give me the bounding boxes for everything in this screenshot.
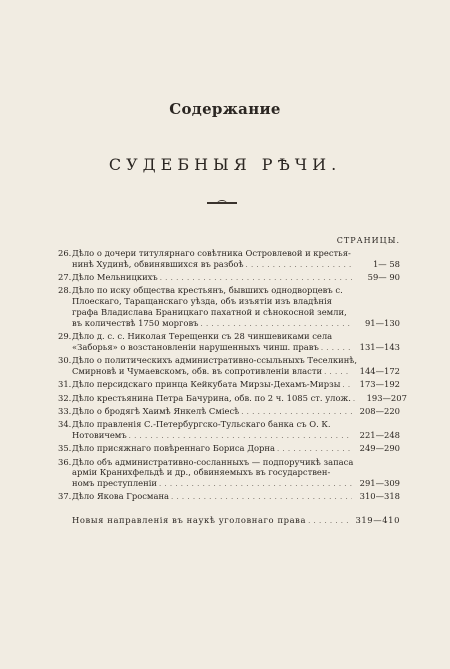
- toc-entry-pages: 249—290: [359, 443, 400, 454]
- toc-entry: [58, 406, 400, 418]
- toc-entry-text: въ количествѣ 1750 морговъ: [72, 317, 199, 328]
- toc-entry-number: 34.: [58, 419, 72, 430]
- toc-entry-number: 36.: [58, 456, 72, 467]
- toc-entry-text: Дѣло Мельницкихъ: [72, 272, 158, 283]
- toc-entry-pages: 291—309: [359, 478, 400, 489]
- toc-entry-pages: 208—220: [359, 405, 400, 416]
- toc-entry-line: [58, 272, 400, 284]
- toc-entry-number: 32.: [58, 392, 72, 403]
- toc-entry-line: [58, 342, 400, 354]
- toc-entry-text: Дѣло о дочери титулярнаго совѣтника Островлевой и крестья-: [72, 248, 351, 258]
- toc-entry-text: Дѣло присяжнаго повѣреннаго Бориса Дорна: [72, 443, 275, 454]
- toc-entry: [58, 491, 400, 503]
- dot-leader: [308, 515, 352, 527]
- toc-final-title: Новыя направленія въ наукѣ уголовнаго права: [72, 515, 307, 526]
- toc-entry-line: [58, 406, 400, 418]
- toc-entry-pages: 221—248: [359, 429, 400, 440]
- toc-entry-number: 29.: [58, 331, 72, 342]
- toc-entry-line: [58, 457, 400, 468]
- toc-entry-pages: 144—172: [359, 365, 400, 376]
- toc-entry-line: [58, 379, 400, 391]
- toc-entry-text: Смирновѣ и Чумаевскомъ, обв. въ сопротивленіи власти: [72, 365, 323, 376]
- toc-entry: [58, 331, 400, 354]
- ornamental-divider: [207, 202, 237, 204]
- dot-leader: [246, 259, 353, 271]
- toc-entry-text: нинѣ Худинѣ, обвинявшихся въ разбоѣ: [72, 258, 244, 269]
- toc-entry-line: [58, 331, 400, 342]
- toc-entry: [58, 392, 407, 405]
- toc-entry-text: Дѣло о бродягѣ Хаимѣ Янкелѣ Сміесѣ: [72, 405, 240, 416]
- toc-entry-pages: 59— 90: [367, 272, 400, 283]
- toc-entry-pages: 173—192: [359, 379, 400, 390]
- toc-entry-text: Нотовичемъ: [72, 429, 127, 440]
- page-title: Содержание: [169, 100, 281, 118]
- toc-entry-text: Дѣло персидскаго принца Кейкубата Мирзы-Дехамъ-Мирзы: [72, 379, 341, 390]
- dot-leader: [160, 272, 352, 284]
- dot-leader: [129, 430, 352, 442]
- dot-leader: [321, 342, 352, 354]
- toc-entry-pages: 1— 58: [372, 258, 400, 269]
- toc-entry-text: графа Владислава Браницкаго пахатной и сѣнокосной земли,: [72, 306, 347, 317]
- toc-entry-number: 35.: [58, 443, 72, 454]
- dot-leader: [277, 443, 352, 455]
- toc-entry-line: [58, 366, 400, 378]
- toc-entry-number: 30.: [58, 355, 72, 366]
- toc-entry: [58, 443, 400, 455]
- toc-entry-pages: 193—207: [366, 392, 407, 403]
- toc-entry: [58, 419, 400, 442]
- dot-leader: [324, 366, 352, 378]
- toc-entry-text: арміи Кранихфельдѣ и др., обвиняемыхъ въ государствен-: [72, 467, 331, 478]
- toc-entry-line: [58, 355, 400, 366]
- dot-leader: [159, 478, 352, 490]
- toc-entry-text: Дѣло объ административно-сосланныхъ — подпоручикѣ запаса: [72, 456, 354, 467]
- section-subtitle: СУДЕБНЫЯ РѢЧИ.: [108, 155, 342, 174]
- toc-entry-line: [58, 259, 400, 271]
- toc-entry-line: [58, 478, 400, 490]
- toc-entry: [58, 379, 400, 391]
- dot-leader: [353, 393, 359, 405]
- dot-leader: [342, 379, 352, 391]
- toc-entries: [58, 248, 407, 503]
- toc-entry-pages: 131—143: [359, 341, 400, 352]
- toc-entry-line: [58, 430, 400, 442]
- toc-entry-line: [58, 392, 407, 405]
- toc-entry-pages: 310—318: [359, 491, 400, 502]
- toc-entry-line: [58, 248, 400, 259]
- toc-entry-number: 28.: [58, 285, 72, 296]
- pages-column-header: СТРАНИЦЫ.: [336, 236, 400, 245]
- toc-entry-pages: 91—130: [364, 317, 400, 328]
- toc-entry-line: [58, 443, 400, 455]
- toc-final-pages: 319—410: [355, 515, 400, 526]
- toc-entry-line: [58, 285, 400, 296]
- toc-entry: [58, 272, 400, 284]
- toc-entry-line: [58, 296, 400, 307]
- toc-entry-text: Дѣло о политическихъ административно-ссыльныхъ Теселкинѣ,: [72, 355, 358, 366]
- toc-entry-line: [58, 307, 400, 318]
- toc-entry-number: 27.: [58, 272, 72, 283]
- dot-leader: [171, 491, 352, 503]
- toc-entry-line: [58, 467, 400, 478]
- toc-entry-text: Дѣло правленія С.-Петербургско-Тульскаго банка съ О. К.: [72, 419, 331, 430]
- toc-entry-text: номъ преступленіи: [72, 478, 157, 489]
- toc-entry-number: 37.: [58, 491, 72, 502]
- toc-entry-text: Дѣло д. с. с. Николая Терещенки съ 28 чиншевиками села: [72, 331, 333, 342]
- toc-entry-text: Дѣло крестьянина Петра Бачурина, обв. по 2 ч. 1085 ст. улож.: [72, 392, 351, 403]
- dot-leader: [241, 406, 352, 418]
- toc-entry-text: Дѣло по иску общества крестьянъ, бывшихъ однодворцевъ с.: [72, 285, 343, 296]
- toc-entry: [58, 457, 400, 490]
- toc-entry-text: Дѣло Якова Гросмана: [72, 491, 170, 502]
- toc-entry-line: [58, 419, 400, 430]
- toc-entry-text: Плоескаго, Таращанскаго уѣзда, объ изъятіи изъ владѣнія: [72, 296, 332, 307]
- table-of-contents: [58, 248, 407, 527]
- toc-entry: [58, 285, 400, 329]
- toc-entry: [58, 248, 400, 271]
- dot-leader: [201, 318, 353, 330]
- toc-entry: [58, 355, 400, 378]
- toc-entry-line: [58, 318, 400, 330]
- toc-entry-number: 33.: [58, 405, 72, 416]
- toc-entry-number: 31.: [58, 379, 72, 390]
- toc-entry-text: «Заборья» о возстановленіи нарушенныхъ чинш. правъ: [72, 341, 319, 352]
- toc-final-entry: [58, 515, 400, 527]
- toc-entry-number: 26.: [58, 248, 72, 258]
- toc-entry-line: [58, 491, 400, 503]
